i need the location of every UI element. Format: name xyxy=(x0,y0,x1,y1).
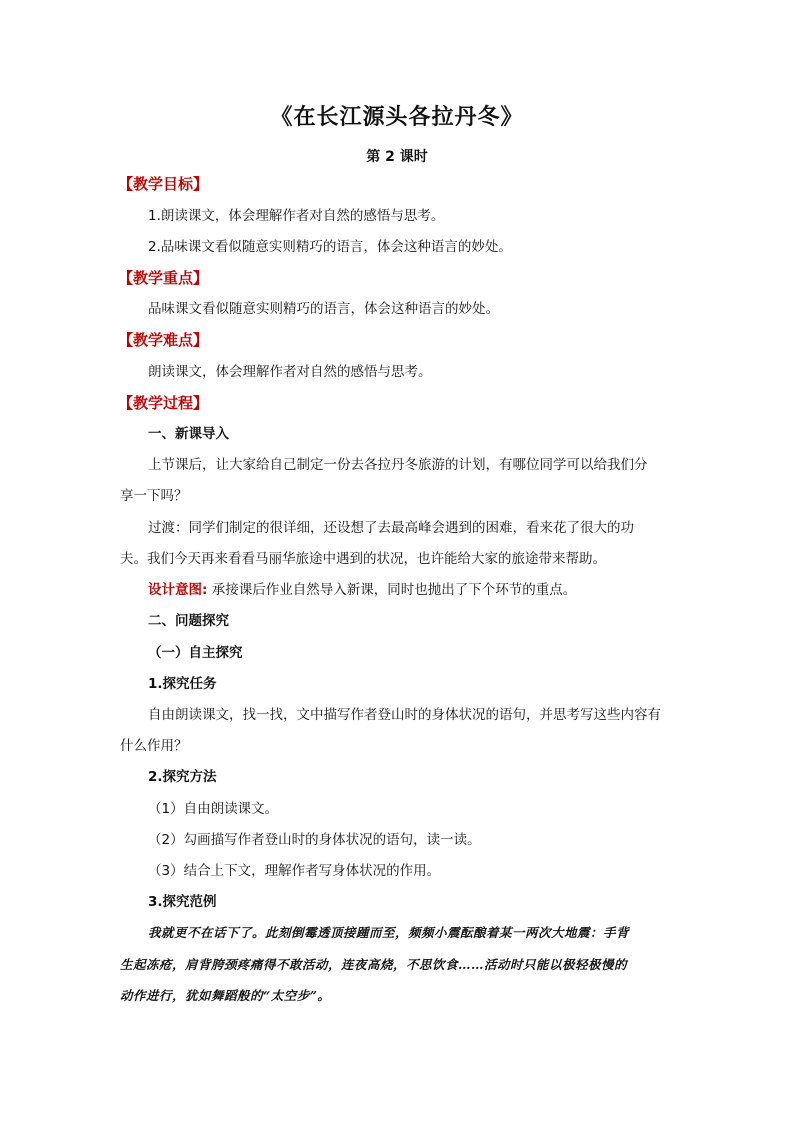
example-quote-line-3: 动作进行，犹如舞蹈般的“太空步”。 xyxy=(120,988,331,1003)
part1-title: 一、新课导入 xyxy=(148,426,229,442)
goals-heading: 【教学目标】 xyxy=(118,175,209,193)
goal-item-2: 2.品味课文看似随意实则精巧的语言，体会这种语言的妙处。 xyxy=(148,239,512,255)
task-text-line-1: 自由朗读课文，找一找，文中描写作者登山时的身体状况的语句，并思考写这些内容有 xyxy=(148,707,661,723)
process-heading: 【教学过程】 xyxy=(118,394,209,412)
part1-paragraph-2-line-2: 夫。我们今天再来看看马丽华旅途中遇到的状况，也许能给大家的旅途带来帮助。 xyxy=(120,551,606,567)
goal-item-1: 1.朗读课文，体会理解作者对自然的感悟与思考。 xyxy=(148,208,445,224)
example-quote-line-2: 生起冻疮，肩背胯颈疼痛得不敢活动，连夜高烧，不思饮食……活动时只能以极轻极慢的 xyxy=(120,957,628,972)
key-points-heading: 【教学重点】 xyxy=(118,269,209,287)
key-points-text: 品味课文看似随意实则精巧的语言，体会这种语言的妙处。 xyxy=(148,301,499,317)
sub1-title: （一）自主探究 xyxy=(148,645,243,661)
design-intent xyxy=(148,580,576,600)
difficulty-heading: 【教学难点】 xyxy=(118,331,209,349)
part2-title: 二、问题探究 xyxy=(148,613,229,629)
part1-paragraph-1-line-1: 上节课后，让大家给自己制定一份去各拉丹冬旅游的计划，有哪位同学可以给我们分 xyxy=(148,457,648,473)
difficulty-text: 朗读课文，体会理解作者对自然的感悟与思考。 xyxy=(148,364,432,380)
method-title: 2.探究方法 xyxy=(148,769,217,785)
example-title: 3.探究范例 xyxy=(148,894,217,910)
method-item-1: （1）自由朗读课文。 xyxy=(148,801,279,817)
part1-paragraph-2-line-1: 过渡：同学们制定的很详细，还设想了去最高峰会遇到的困难，看来花了很大的功 xyxy=(148,520,634,536)
task-title: 1.探究任务 xyxy=(148,676,217,692)
example-quote-line-1: 我就更不在话下了。此刻倒霉透顶接踵而至，频频小震酝酿着某一两次大地震：手背 xyxy=(148,925,630,940)
design-intent-text: 承接课后作业自然导入新课，同时也抛出了下个环节的重点。 xyxy=(207,582,577,598)
method-item-3: （3）结合上下文，理解作者写身体状况的作用。 xyxy=(148,863,441,879)
part1-paragraph-1-line-2: 享一下吗？ xyxy=(120,488,188,504)
document-title: 《在长江源头各拉丹冬》 xyxy=(270,104,524,130)
design-intent-label: 设计意图: xyxy=(148,582,208,598)
task-text-line-2: 什么作用？ xyxy=(120,738,188,754)
lesson-subtitle: 第 2 课时 xyxy=(366,149,428,165)
method-item-2: （2）勾画描写作者登山时的身体状况的语句，读一读。 xyxy=(148,832,481,848)
